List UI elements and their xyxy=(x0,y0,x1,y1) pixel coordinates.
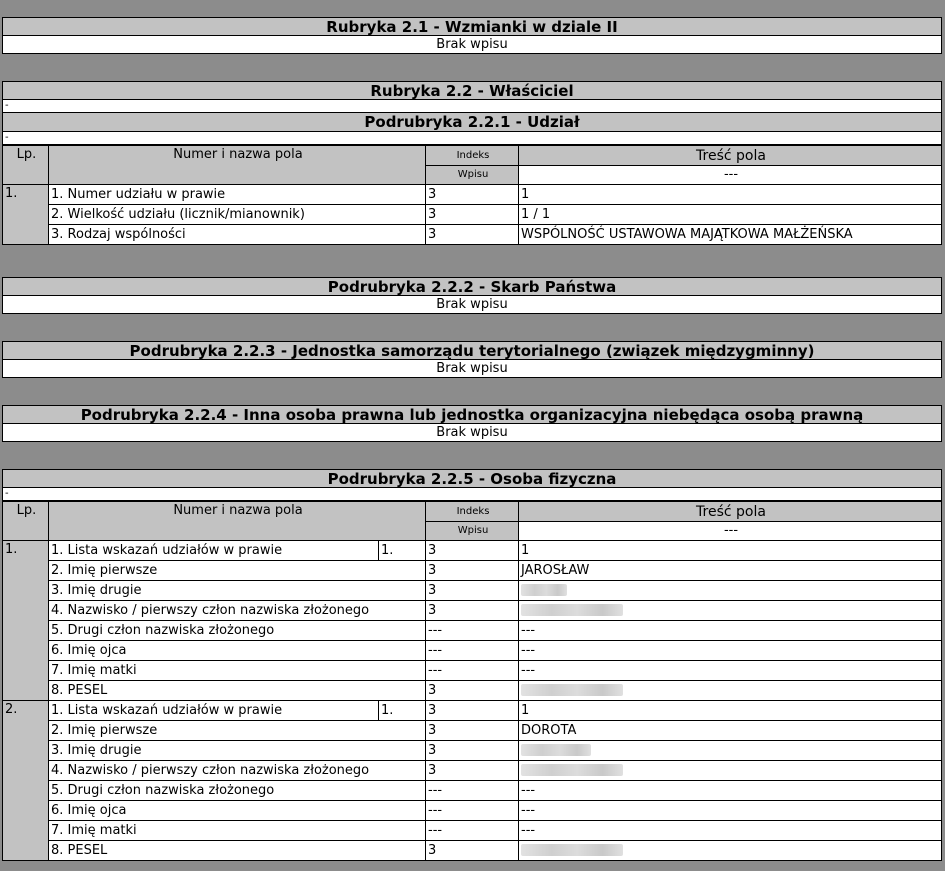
field-index: --- xyxy=(426,621,519,641)
redacted-mark xyxy=(521,744,591,756)
redacted-mark xyxy=(521,764,623,776)
table-row xyxy=(3,541,942,561)
table-row xyxy=(3,581,942,601)
subsection-2-2-3-title: Podrubryka 2.2.3 - Jednostka samorządu terytorialnego (związek międzygminny) xyxy=(2,341,942,360)
subsection-2-2-5 xyxy=(2,469,942,861)
field-label: 6. Imię ojca xyxy=(49,641,426,661)
field-value: 1 xyxy=(519,541,942,561)
field-index: 3 xyxy=(426,601,519,621)
col-field: Numer i nazwa pola xyxy=(49,502,426,541)
field-index: 3 xyxy=(426,561,519,581)
row-lp: 1. xyxy=(3,541,49,701)
field-label: 2. Wielkość udziału (licznik/mianownik) xyxy=(49,205,426,225)
field-label: 4. Nazwisko / pierwszy człon nazwiska złożonego xyxy=(49,601,426,621)
field-index: 3 xyxy=(426,581,519,601)
field-value: JAROSŁAW xyxy=(519,561,942,581)
col-content-sub: --- xyxy=(519,166,942,185)
field-value: DOROTA xyxy=(519,721,942,741)
field-index: 3 xyxy=(426,841,519,861)
subsection-2-2-4 xyxy=(2,405,942,442)
field-label: 3. Imię drugie xyxy=(49,741,426,761)
field-value: WSPÓLNOŚĆ USTAWOWA MAJĄTKOWA MAŁŻEŃSKA xyxy=(519,225,942,245)
field-index: 3 xyxy=(426,761,519,781)
field-value: 1 xyxy=(519,701,942,721)
share-table xyxy=(2,145,942,245)
field-label: 1. Numer udziału w prawie xyxy=(49,185,426,205)
table-row xyxy=(3,721,942,741)
table-row xyxy=(3,661,942,681)
subsection-2-2-2 xyxy=(2,277,942,314)
field-label: 7. Imię matki xyxy=(49,821,426,841)
subsection-2-2-4-title: Podrubryka 2.2.4 - Inna osoba prawna lub jednostka organizacyjna niebędąca osobą prawną xyxy=(2,405,942,424)
table-row xyxy=(3,641,942,661)
field-label: 8. PESEL xyxy=(49,681,426,701)
field-label: 8. PESEL xyxy=(49,841,426,861)
field-label: 4. Nazwisko / pierwszy człon nazwiska złożonego xyxy=(49,761,426,781)
table-row xyxy=(3,701,942,721)
field-label: 7. Imię matki xyxy=(49,661,426,681)
field-value: --- xyxy=(519,821,942,841)
subsection-2-2-2-empty: Brak wpisu xyxy=(2,296,942,314)
field-ref: 1. xyxy=(379,541,426,561)
field-value: --- xyxy=(519,621,942,641)
subsection-2-2-1-dash: - xyxy=(2,132,942,145)
section-2-2-dash: - xyxy=(2,100,942,113)
table-row xyxy=(3,761,942,781)
field-label: 2. Imię pierwsze xyxy=(49,561,426,581)
table-row xyxy=(3,225,942,245)
field-index: 3 xyxy=(426,681,519,701)
table-row xyxy=(3,781,942,801)
field-label: 5. Drugi człon nazwiska złożonego xyxy=(49,781,426,801)
field-label: 1. Lista wskazań udziałów w prawie xyxy=(49,701,379,721)
row-lp: 2. xyxy=(3,701,49,861)
redacted-mark xyxy=(521,684,623,696)
field-index: 3 xyxy=(426,185,519,205)
field-value: 1 xyxy=(519,185,942,205)
section-2-1-title: Rubryka 2.1 - Wzmianki w dziale II xyxy=(2,17,942,36)
table-row xyxy=(3,801,942,821)
subsection-2-2-3 xyxy=(2,341,942,378)
section-2-1 xyxy=(2,17,942,54)
field-value-redacted xyxy=(519,761,942,781)
table-row xyxy=(3,561,942,581)
field-index: --- xyxy=(426,821,519,841)
field-index: --- xyxy=(426,781,519,801)
field-label: 2. Imię pierwsze xyxy=(49,721,426,741)
col-content-sub: --- xyxy=(519,522,942,541)
col-index: Indeks xyxy=(426,146,519,166)
field-value-redacted xyxy=(519,681,942,701)
field-index: 3 xyxy=(426,721,519,741)
subsection-2-2-2-title: Podrubryka 2.2.2 - Skarb Państwa xyxy=(2,277,942,296)
field-value-redacted xyxy=(519,741,942,761)
redacted-mark xyxy=(521,844,623,856)
field-ref: 1. xyxy=(379,701,426,721)
col-lp: Lp. xyxy=(3,146,49,185)
col-lp: Lp. xyxy=(3,502,49,541)
col-index-sub: Wpisu xyxy=(426,166,519,185)
subsection-2-2-4-empty: Brak wpisu xyxy=(2,424,942,442)
field-value-redacted xyxy=(519,601,942,621)
section-2-2-title: Rubryka 2.2 - Właściciel xyxy=(2,81,942,100)
field-index: 3 xyxy=(426,701,519,721)
field-value: --- xyxy=(519,641,942,661)
field-label: 1. Lista wskazań udziałów w prawie xyxy=(49,541,379,561)
field-label: 3. Imię drugie xyxy=(49,581,426,601)
field-index: --- xyxy=(426,661,519,681)
field-index: --- xyxy=(426,801,519,821)
field-value: --- xyxy=(519,801,942,821)
field-index: 3 xyxy=(426,741,519,761)
field-index: 3 xyxy=(426,225,519,245)
table-row xyxy=(3,601,942,621)
table-row xyxy=(3,741,942,761)
subsection-2-2-5-dash: - xyxy=(2,488,942,501)
field-value: --- xyxy=(519,661,942,681)
field-index: 3 xyxy=(426,541,519,561)
subsection-2-2-3-empty: Brak wpisu xyxy=(2,360,942,378)
section-2-2 xyxy=(2,81,942,245)
col-content: Treść pola xyxy=(519,146,942,166)
persons-table xyxy=(2,501,942,861)
col-field: Numer i nazwa pola xyxy=(49,146,426,185)
field-value-redacted xyxy=(519,841,942,861)
table-row xyxy=(3,681,942,701)
field-label: 5. Drugi człon nazwiska złożonego xyxy=(49,621,426,641)
table-row xyxy=(3,821,942,841)
field-label: 3. Rodzaj wspólności xyxy=(49,225,426,245)
field-value-redacted xyxy=(519,581,942,601)
table-row xyxy=(3,185,942,205)
subsection-2-2-5-title: Podrubryka 2.2.5 - Osoba fizyczna xyxy=(2,469,942,488)
field-index: --- xyxy=(426,641,519,661)
table-row xyxy=(3,205,942,225)
redacted-mark xyxy=(521,584,567,596)
table-row xyxy=(3,841,942,861)
table-row xyxy=(3,621,942,641)
field-value: --- xyxy=(519,781,942,801)
field-label: 6. Imię ojca xyxy=(49,801,426,821)
row-lp: 1. xyxy=(3,185,49,245)
subsection-2-2-1-title: Podrubryka 2.2.1 - Udział xyxy=(2,113,942,132)
col-content: Treść pola xyxy=(519,502,942,522)
field-index: 3 xyxy=(426,205,519,225)
col-index-sub: Wpisu xyxy=(426,522,519,541)
redacted-mark xyxy=(521,604,623,616)
field-value: 1 / 1 xyxy=(519,205,942,225)
section-2-1-empty: Brak wpisu xyxy=(2,36,942,54)
col-index: Indeks xyxy=(426,502,519,522)
